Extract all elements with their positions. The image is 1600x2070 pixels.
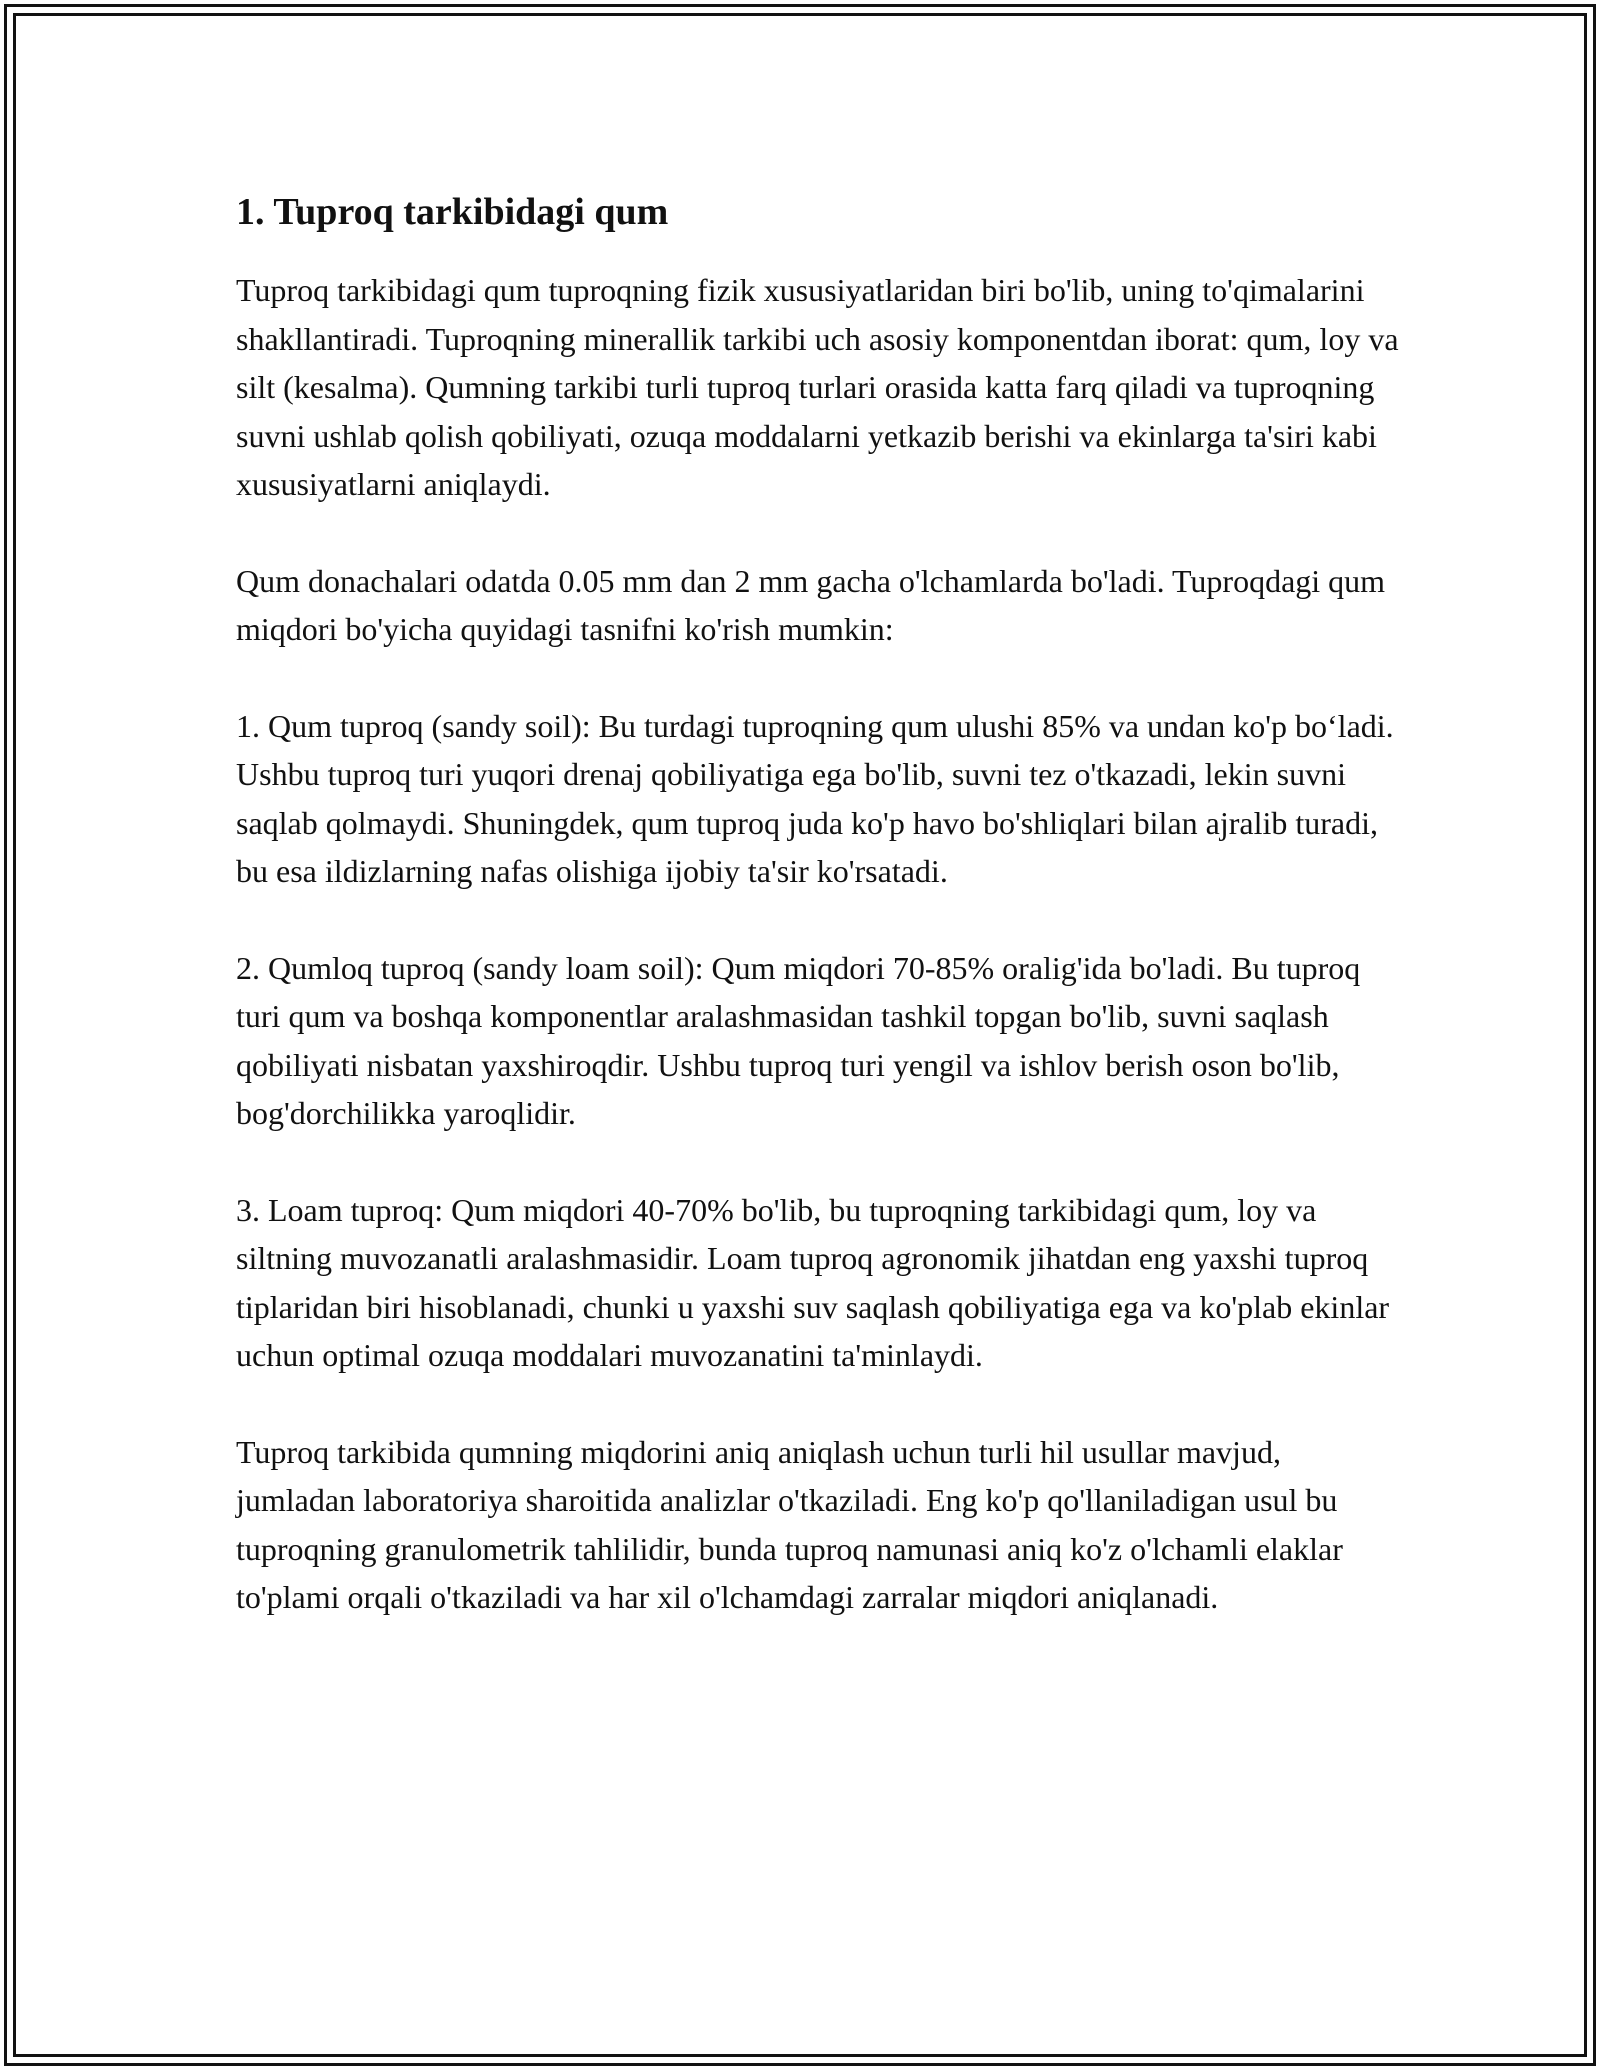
section-heading: 1. Tuproq tarkibidagi qum [236, 191, 669, 233]
paragraph-sandy-soil: 1. Qum tuproq (sandy soil): Bu turdagi tuproqning qum ulushi 85% va undan ko'p bo‘ladi. Ushbu tuproq turi yuqori drenaj qobiliyatiga ega bo'lib, suvni tez o'tkazadi, lekin suvni saqlab qolmaydi. Shuningdek, qum tuproq juda ko'p havo bo'shliqlari bilan ajralib turadi, bu esa ildizlarning nafas olishiga ijobiy ta'sir ko'rsatadi. [236, 707, 1394, 889]
paragraph-analysis-methods: Tuproq tarkibida qumning miqdorini aniq aniqlash uchun turli hil usullar mavjud, jumladan laboratoriya sharoitida analizlar o'tkaziladi. Eng ko'p qo'llaniladigan usul bu tuproqning granulometrik tahlilidir, bunda tuproq namunasi aniq ko'z o'lchamli elaklar to'plami orqali o'tkaziladi va har xil o'lchamdagi zarralar miqdori aniqlanadi. [236, 1433, 1343, 1615]
document-body [236, 186, 1406, 1670]
paragraph-intro: Tuproq tarkibidagi qum tuproqning fizik xususiyatlaridan biri bo'lib, uning to'qimalarini shakllantiradi. Tuproqning minerallik tarkibi uch asosiy komponentdan iborat: qum, loy va silt (kesalma). Qumning tarkibi turli tuproq turlari orasida katta farq qiladi va tuproqning suvni ushlab qolish qobiliyati, ozuqa moddalarni yetkazib berishi va ekinlarga ta'siri kabi xususiyatlarni aniqlaydi. [236, 272, 1399, 502]
paragraph-grain-size: Qum donachalari odatda 0.05 mm dan 2 mm gacha o'lchamlarda bo'ladi. Tuproqdagi qum miqdori bo'yicha quyidagi tasnifni ko'rish mumkin: [236, 562, 1386, 647]
paragraph-sandy-loam-soil: 2. Qumloq tuproq (sandy loam soil): Qum miqdori 70-85% oralig'ida bo'ladi. Bu tuproq turi qum va boshqa komponentlar aralashmasidan tashkil topgan bo'lib, suvni saqlash qobiliyati nisbatan yaxshiroqdir. Ushbu tuproq turi yengil va ishlov berish oson bo'lib, bog'dorchilikka yaroqlidir. [236, 949, 1361, 1131]
paragraph-loam-soil: 3. Loam tuproq: Qum miqdori 40-70% bo'lib, bu tuproqning tarkibidagi qum, loy va siltning muvozanatli aralashmasidir. Loam tuproq agronomik jihatdan eng yaxshi tuproq tiplaridan biri hisoblanadi, chunki u yaxshi suv saqlash qobiliyatiga ega va ko'plab ekinlar uchun optimal ozuqa moddalari muvozanatini ta'minlaydi. [236, 1191, 1390, 1373]
